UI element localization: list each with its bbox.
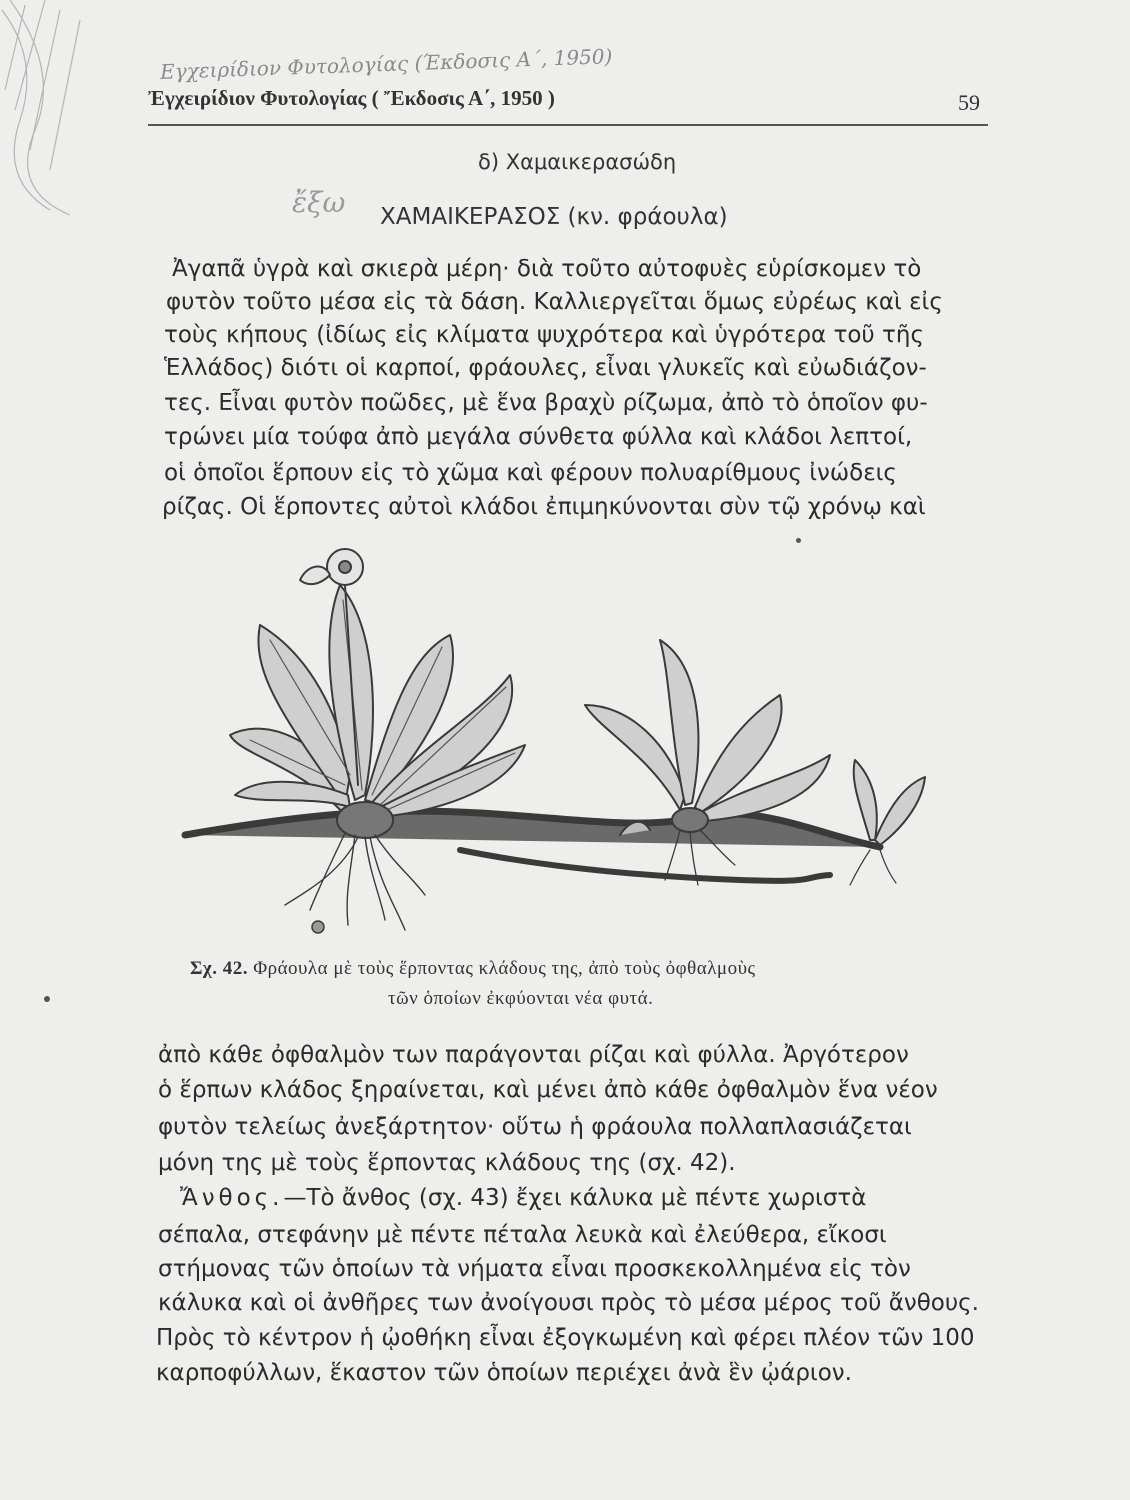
caption-line: τῶν ὁποίων ἐκφύονται νέα φυτά. xyxy=(388,988,654,1009)
text-line: καρποφύλλων, ἕκαστον τῶν ὁποίων περιέχει ἀνὰ ἓν ᾠάριον. xyxy=(156,1360,852,1386)
text-line: Ἀγαπᾶ ὑγρὰ καὶ σκιερὰ μέρη· διὰ τοῦτο αὐτοφυὲς εὑρίσκομεν τὸ xyxy=(172,256,922,282)
flower-heading: Ἄνθος. xyxy=(180,1185,284,1211)
ink-speck xyxy=(44,996,50,1002)
text-line: ἀπὸ κάθε ὀφθαλμὸν των παράγονται ρίζαι καὶ φύλλα. Ἀργότερον xyxy=(158,1042,909,1068)
text-line: κάλυκα καὶ οἱ ἀνθῆρες των ἀνοίγουσι πρὸς τὸ μέσα μέρος τοῦ ἄνθους. xyxy=(158,1290,979,1316)
section-title: ΧΑΜΑΙΚΕΡΑΣΟΣ (κν. φράουλα) xyxy=(380,204,728,230)
text-line: στήμονας τῶν ὁποίων τὰ νήματα εἶναι προσκεκολλημένα εἰς τὸν xyxy=(158,1256,911,1282)
text-line: φυτὸν τελείως ἀνεξάρτητον· οὕτω ἡ φράουλα πολλαπλασιάζεται xyxy=(158,1114,912,1140)
section-subtitle: δ) Χαμαικερασώδη xyxy=(478,150,677,174)
header-rule xyxy=(148,124,988,126)
text-line: τοὺς κήπους (ἰδίως εἰς κλίματα ψυχρότερα καὶ ὑγρότερα τοῦ τῆς xyxy=(164,322,924,348)
text-line: οἱ ὁποῖοι ἕρπουν εἰς τὸ χῶμα καὶ φέρουν πολυαρίθμους ἰνώδεις xyxy=(164,460,897,486)
caption-text: Φράουλα μὲ τοὺς ἕρποντας κλάδους της, ἀπὸ τοὺς ὀφθαλμοὺς xyxy=(253,958,756,979)
page-number: 59 xyxy=(958,90,980,115)
running-title: Ἐγχειρίδιον Φυτολογίας ( Ἔκδοσις Α΄, 1950 ) xyxy=(148,86,555,110)
figure-number: Σχ. 42. xyxy=(190,958,248,979)
handwritten-note: Εγχειρίδιον Φυτολογίας (Έκδοσις Α΄, 1950) xyxy=(159,44,613,84)
ink-speck xyxy=(796,538,801,543)
text-line: σέπαλα, στεφάνην μὲ πέντε πέταλα λευκὰ καὶ ἐλεύθερα, εἴκοσι xyxy=(158,1222,887,1248)
caption-line xyxy=(190,958,756,980)
pencil-mark: ἔξω xyxy=(292,186,346,219)
text-line: τες. Εἶναι φυτὸν ποῶδες, μὲ ἕνα βραχὺ ρίζωμα, ἀπὸ τὸ ὁποῖον φυ- xyxy=(164,390,928,416)
text-line: μόνη της μὲ τοὺς ἕρποντας κλάδους της (σχ. 42). xyxy=(158,1150,736,1176)
text-line: ὁ ἕρπων κλάδος ξηραίνεται, καὶ μένει ἀπὸ κάθε ὀφθαλμὸν ἕνα νέον xyxy=(158,1077,938,1103)
line-rest: —Τὸ ἄνθος (σχ. 43) ἔχει κάλυκα μὲ πέντε χωριστὰ xyxy=(283,1185,867,1211)
text-line: τρώνει μία τούφα ἀπὸ μεγάλα σύνθετα φύλλα καὶ κλάδοι λεπτοί, xyxy=(164,424,913,450)
text-line: Ἑλλάδος) διότι οἱ καρποί, φράουλες, εἶναι γλυκεῖς καὶ εὐωδιάζον- xyxy=(164,355,927,381)
text-line: φυτὸν τοῦτο μέσα εἰς τὰ δάση. Καλλιεργεῖται ὅμως εὐρέως καὶ εἰς xyxy=(166,289,943,315)
strawberry-illustration xyxy=(180,545,930,940)
text-line xyxy=(180,1185,866,1211)
text-line: ρίζας. Οἱ ἕρποντες αὐτοὶ κλάδοι ἐπιμηκύνονται σὺν τῷ χρόνῳ καὶ xyxy=(162,494,926,520)
corner-scribble xyxy=(0,0,110,220)
text-line: Πρὸς τὸ κέντρον ἡ ᾠοθήκη εἶναι ἐξογκωμένη καὶ φέρει πλέον τῶν 100 xyxy=(156,1325,975,1351)
